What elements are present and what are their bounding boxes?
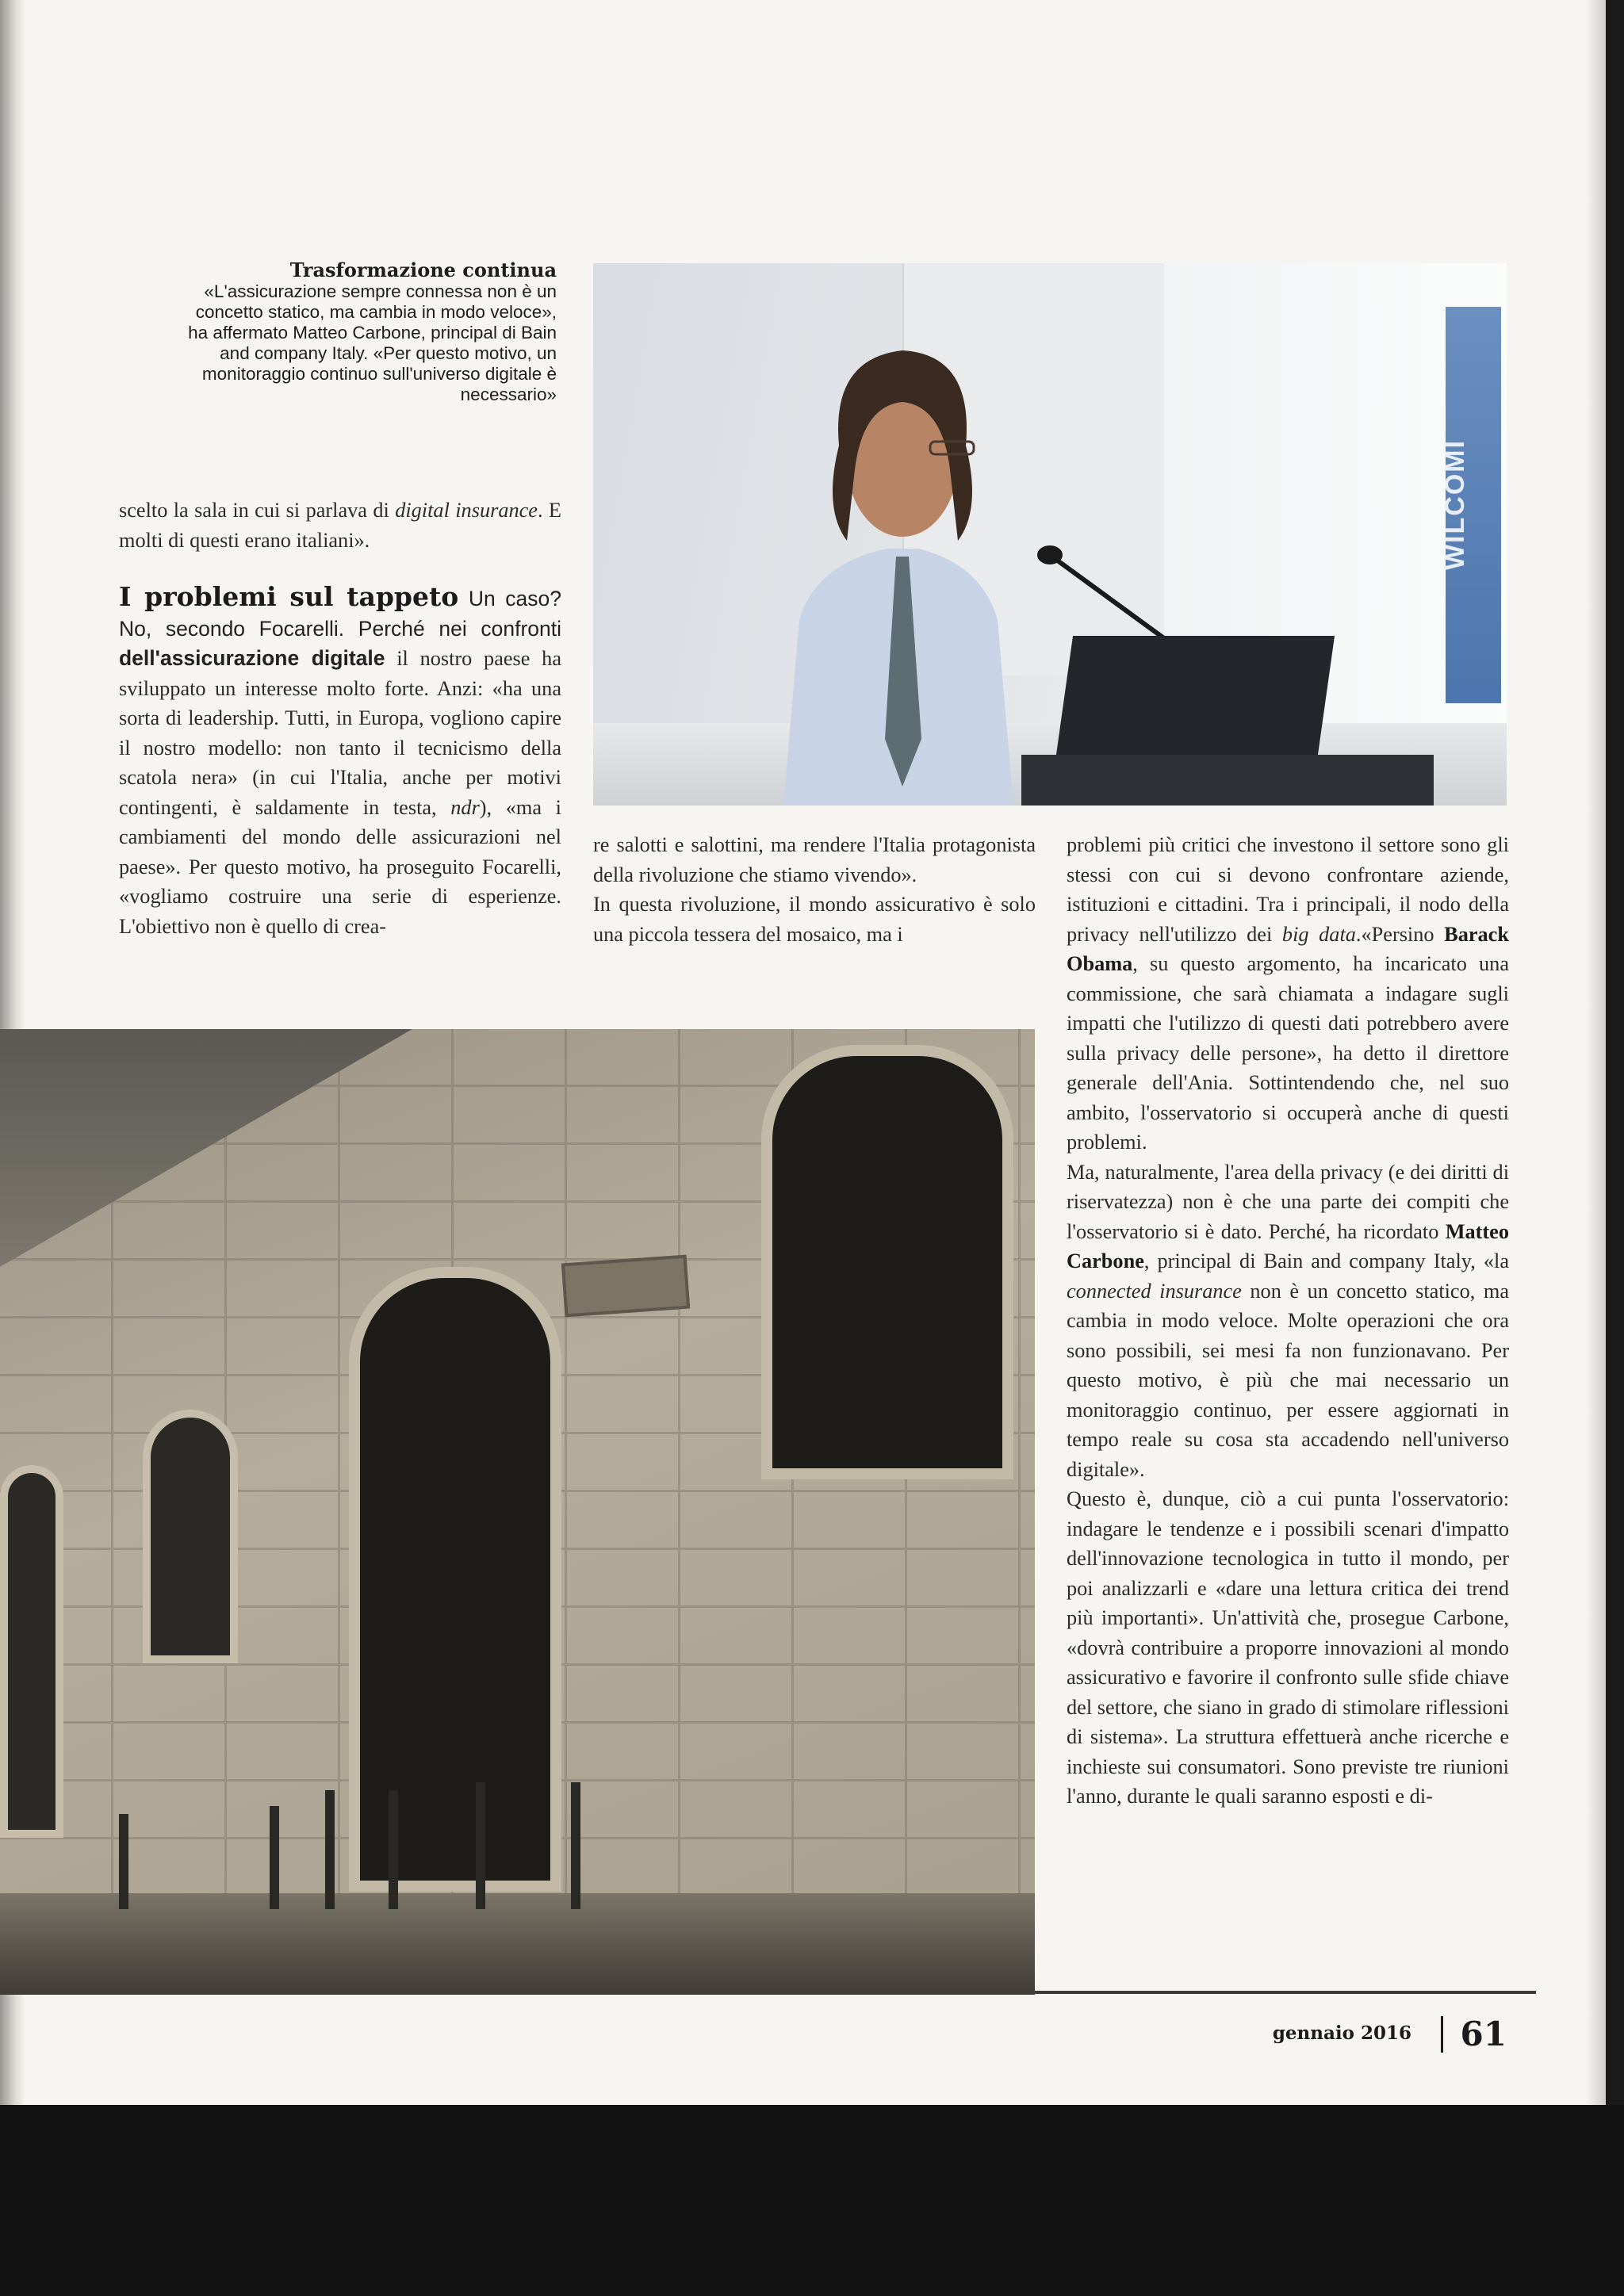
lead-text: Un caso? No, secondo Focarelli. Perché nei confronti: [119, 587, 561, 641]
bollard: [270, 1806, 279, 1909]
arched-window: [761, 1045, 1013, 1479]
column-1: [119, 582, 561, 941]
text-run: problemi più critici che investono il settore sono gli stessi con cui si devono confrontare aziende, istituzioni e cittadini. Tra i principali, il nodo della privacy nell'utilizzo dei: [1067, 833, 1509, 946]
bollard: [476, 1782, 485, 1909]
page-number: 61: [1460, 2015, 1507, 2053]
paragraph: [119, 496, 561, 555]
bollard: [389, 1790, 398, 1909]
footer-separator: [1441, 2016, 1443, 2053]
sidewalk: [0, 1893, 1035, 1995]
italic-text: connected insurance: [1067, 1279, 1242, 1303]
text-run: , su questo argomento, ha incaricato una commissione, che sarà chiamata a indagare sugli impatti che l'utilizzo di questi dati potrebbero avere sulla privacy delle persone», ha detto il direttore generale dell'Ania. Sottintendendo che, nel suo ambito, l'osservatorio si occuperà anche di questi problemi.: [1067, 952, 1509, 1154]
building-photo: [0, 1029, 1035, 1995]
photo-caption: [182, 259, 557, 405]
blue-banner: [1440, 307, 1501, 703]
arched-window-edge: [0, 1465, 63, 1838]
caption-text: «L'assicurazione sempre connessa non è un concetto statico, ma cambia in modo veloce», ha affermato Matteo Carbone, principal di Bain and company Italy. «Per questo motivo, un monitoraggio continuo sull'universo digitale è necessario»: [188, 281, 557, 404]
bold-name: Barack Obama: [1067, 922, 1509, 975]
caption-title: Trasformazione continua: [289, 258, 557, 281]
text-run: Ma, naturalmente, l'area della privacy (e dei diritti di riservatezza) non è che una parte dei compiti che l'osservatorio si è dato. Perché, ha ricordato: [1067, 1160, 1509, 1243]
text-run: , principal di Bain and company Italy, «la: [1143, 1249, 1509, 1272]
paragraph: In questa rivoluzione, il mondo assicurativo è solo una piccola tessera del mosaico, ma i: [593, 893, 1036, 946]
page-footer: [1110, 2015, 1507, 2054]
text-run: .«Persino: [1355, 922, 1445, 946]
paragraph: Questo è, dunque, ciò a cui punta l'osservatorio: indagare le tendenze e i possibili scenari d'impatto dell'innovazione tecnologica in tutto il mondo, per poi analizzarli e «dare una lettura critica dei trend più importanti». Un'attività che, prosegue Carbone, «dovrà contribuire a proporre innovazioni al mondo assicurativo e favorire il confronto sulle sfide chiave del settore, che siano in grado di stimolare riflessioni di sistema». La struttura effettuerà anche ricerche e inchieste sui consumatori. Sono previste tre riunioni l'anno, durante le quali saranno esposti e di-: [1067, 1487, 1509, 1808]
text-run: il nostro paese ha sviluppato un interesse molto forte. Anzi: «ha una sorta di leadership. Tutti, in Europa, vogliono capire il nostro modello: non tanto il tecnicismo della scatola nera» (in cui l'Italia, anche per motivi contingenti, è saldamente in testa,: [119, 647, 561, 819]
text-run: scelto la sala in cui si parlava di: [119, 499, 396, 522]
paragraph: [119, 582, 561, 941]
bollard: [325, 1790, 335, 1909]
bollard: [571, 1782, 580, 1909]
column-1-top: [119, 496, 561, 555]
footer-rule: [1035, 1991, 1536, 1994]
italic-text: ndr: [450, 795, 480, 819]
paragraph: re salotti e salottini, ma rendere l'Italia protagonista della rivoluzione che stiamo vivendo».: [593, 833, 1036, 886]
text-run: non è un concetto statico, ma cambia in modo veloce. Molte operazioni che ora sono possibili, sei mesi fa non funzionavano. Per questo motivo, è più che mai necessario un monitoraggio continuo, per essere aggiornati in tempo reale su cosa sta accadendo nell'universo digitale».: [1067, 1279, 1510, 1481]
wall-plaque: [561, 1255, 690, 1318]
column-2: [593, 830, 1036, 949]
podium: [1021, 755, 1434, 806]
section-subhead: I problemi sul tappeto: [119, 581, 459, 612]
scan-background: [0, 2105, 1624, 2296]
arched-doorway: [349, 1267, 561, 1892]
text-run: . E molti di questi erano italiani».: [119, 499, 561, 552]
speaker-photo: [593, 263, 1507, 806]
column-3: [1067, 830, 1509, 1812]
arched-window-small: [143, 1410, 238, 1663]
issue-date: gennaio 2016: [1272, 2022, 1411, 2044]
bollard: [119, 1814, 128, 1909]
speaker-figure: [752, 311, 1037, 806]
paragraph: [1067, 830, 1509, 1158]
bold-name: Matteo Carbone: [1067, 1219, 1509, 1272]
text-run: ), «ma i cambiamenti del mondo delle assicurazioni nel paese». Per questo motivo, ha proseguito Focarelli, «vogliamo costruire una serie di esperienze. L'obiettivo non è quello di crea-: [119, 795, 561, 938]
page-edge-shadow: [1586, 0, 1606, 2105]
paragraph: [1067, 1158, 1509, 1485]
lead-bold-text: dell'assicurazione digitale: [119, 646, 385, 670]
italic-text: big data: [1281, 922, 1356, 946]
banner-text: WILCOMI: [1440, 438, 1471, 571]
italic-text: digital insurance: [395, 499, 538, 522]
